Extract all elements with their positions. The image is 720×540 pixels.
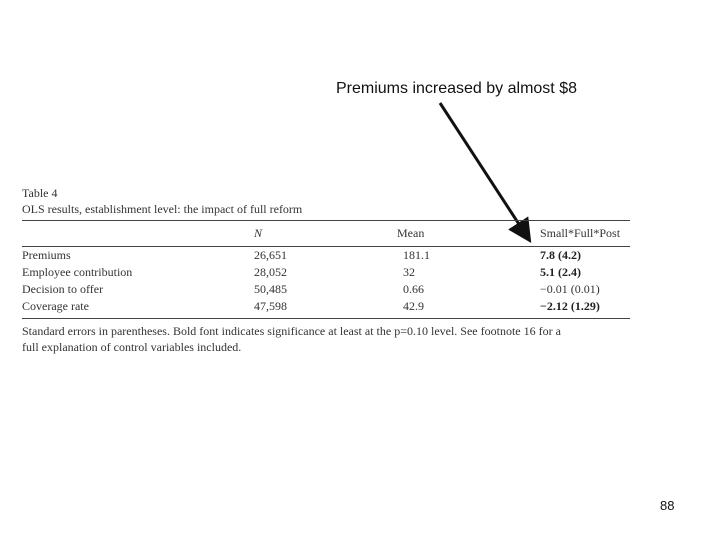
- row-label: Decision to offer: [22, 282, 104, 296]
- row-n: 50,485: [254, 282, 287, 296]
- annotation-text: Premiums increased by almost $8: [336, 80, 577, 97]
- table-note-line: Standard errors in parentheses. Bold font indicates significance at least at the p=0.10 level. See footnote 16 for a: [22, 324, 561, 338]
- row-n: 28,052: [254, 265, 287, 279]
- row-label: Employee contribution: [22, 265, 133, 279]
- table-row: [22, 247, 630, 264]
- header-mean: Mean: [397, 226, 425, 240]
- row-n: 47,598: [254, 299, 287, 313]
- table-row: [22, 281, 630, 298]
- table-caption-title: OLS results, establishment level: the impact of full reform: [22, 202, 303, 216]
- row-label: Coverage rate: [22, 299, 89, 313]
- header-label: [22, 221, 254, 246]
- row-label: Premiums: [22, 248, 71, 262]
- results-table-block: [22, 185, 630, 355]
- table-note-line: full explanation of control variables included.: [22, 340, 242, 354]
- row-coef: 5.1 (2.4): [540, 265, 581, 279]
- row-coef: −0.01 (0.01): [540, 282, 600, 296]
- row-n: 26,651: [254, 248, 287, 262]
- results-table: [22, 221, 630, 318]
- table-row: [22, 298, 630, 318]
- table-caption-number: Table 4: [22, 186, 58, 200]
- row-mean: 32: [403, 265, 415, 279]
- row-mean: 42.9: [403, 299, 424, 313]
- table-row: [22, 264, 630, 281]
- table-header-row: [22, 221, 630, 246]
- row-mean: 181.1: [403, 248, 430, 262]
- table-note: [22, 323, 630, 355]
- row-coef: 7.8 (4.2): [540, 248, 581, 262]
- row-mean: 0.66: [403, 282, 424, 296]
- table-bottom-rule: [22, 318, 630, 319]
- header-coef: Small*Full*Post: [540, 226, 621, 240]
- row-coef: −2.12 (1.29): [540, 299, 600, 313]
- page-number: 88: [660, 498, 675, 513]
- header-n: N: [254, 226, 263, 240]
